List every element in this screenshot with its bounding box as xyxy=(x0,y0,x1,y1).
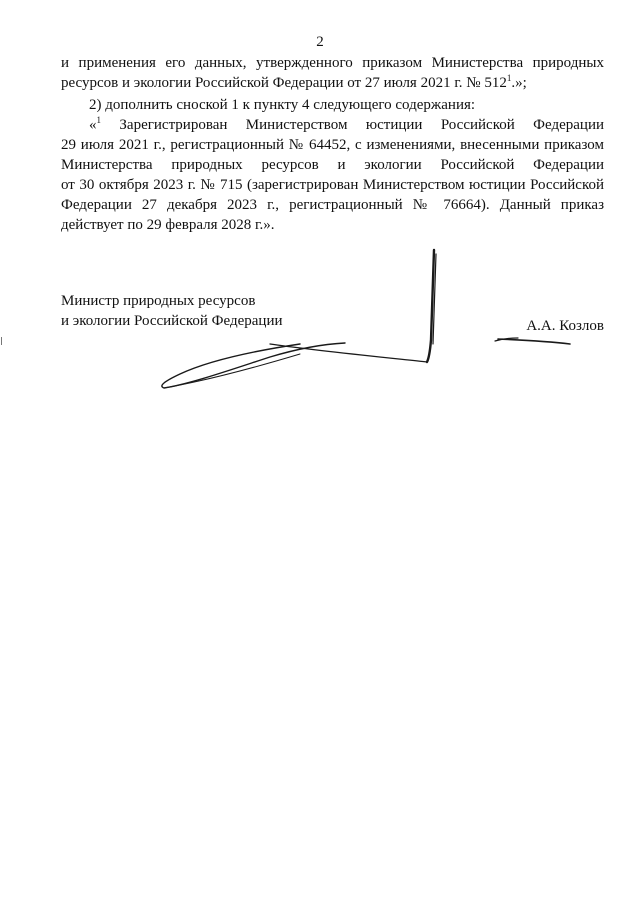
footnote-line-2: 29 июля 2021 г., регистрационный № 64452, с изменениями, внесенными приказом xyxy=(61,137,604,153)
footnote-marker: 1 xyxy=(506,73,512,83)
paragraph-continuation-line-2-text: ресурсов и экологии Российской Федерации от 27 июля 2021 г. № 512 xyxy=(61,75,507,91)
paragraph-continuation-line-2 xyxy=(61,73,604,93)
paragraph-continuation-line-2-end: .»; xyxy=(511,75,527,91)
signatory-name: А.А. Козлов xyxy=(526,318,604,334)
footnote-line-5: Федерации 27 декабря 2023 г., регистрационный № 76664). Данный приказ xyxy=(61,197,604,213)
page-number: 2 xyxy=(316,34,324,50)
handwritten-signature xyxy=(150,240,600,400)
footnote-number: 1 xyxy=(96,115,101,125)
footnote-line-1 xyxy=(61,115,604,135)
paragraph-continuation-line-1: и применения его данных, утвержденного приказом Министерства природных xyxy=(61,55,604,71)
footnote-line-4: от 30 октября 2023 г. № 715 (зарегистрирован Министерством юстиции Российской xyxy=(61,177,604,193)
footnote-paragraph xyxy=(61,115,604,235)
signatory-title-line-2: и экологии Российской Федерации xyxy=(61,313,283,329)
footnote-line-6: действует по 29 февраля 2028 г.». xyxy=(61,217,275,233)
footnote-line-1-text: Зарегистрирован Министерством юстиции Российской Федерации xyxy=(101,117,604,133)
paragraph-amendment-2-text: 2) дополнить сноской 1 к пункту 4 следующего содержания: xyxy=(89,97,476,113)
signatory-title-line-1: Министр природных ресурсов xyxy=(61,293,256,309)
scan-margin-mark xyxy=(1,337,2,345)
footnote-line-3: Министерства природных ресурсов и экологии Российской Федерации xyxy=(61,157,604,173)
paragraph-amendment-2 xyxy=(61,95,604,115)
footnote-quote-open: « xyxy=(89,117,97,133)
paragraph-continuation xyxy=(61,53,604,93)
